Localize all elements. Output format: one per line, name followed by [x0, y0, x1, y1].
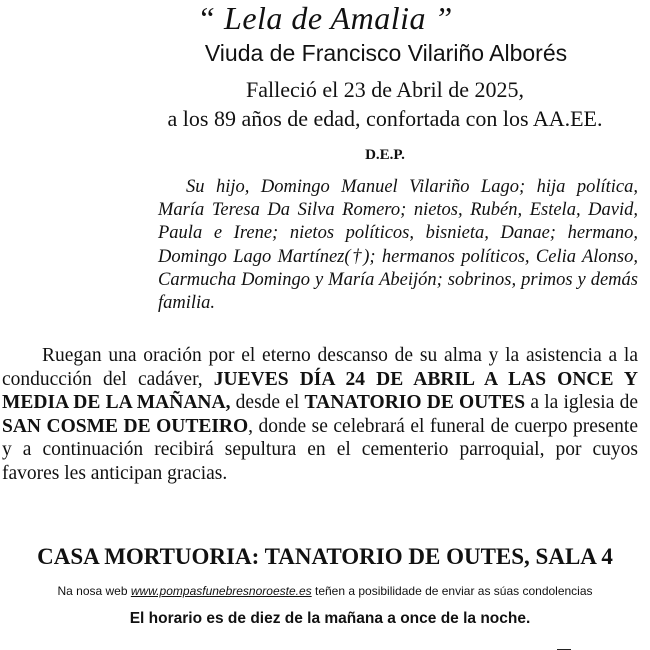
origin-tanatorio: TANATORIO DE OUTES: [304, 392, 526, 413]
widow-of-line: Viuda de Francisco Vilariño Alborés: [204, 40, 568, 66]
prayer-text-1: Ruegan una oración por el eterno descanso de su alma y la asistencia a la conducción del cadáver,: [2, 345, 638, 390]
left-logo-icon: [60, 643, 104, 650]
dep-abbreviation: D.E.P.: [365, 147, 405, 163]
condolences-line: [0, 583, 650, 599]
website-link[interactable]: www.pompasfunebresnoroeste.es: [130, 584, 312, 598]
prayer-text-2: desde el: [230, 392, 305, 413]
funeral-date-time: JUEVES DÍA 24 DE ABRIL A LAS ONCE Y MEDIA DE LA MAÑANA,: [2, 368, 638, 413]
destination-church: SAN COSME DE OUTEIRO: [2, 415, 249, 437]
funeral-home-line: CASA MORTUORIA: TANATORIO DE OUTES, SALA 4: [37, 544, 613, 569]
age-line: a los 89 años de edad, confortada con los AA.EE.: [167, 106, 603, 131]
opening-hours-line: El horario es de diez de la mañana a once de la noche.: [129, 610, 531, 627]
right-logo-icon: [556, 642, 592, 650]
prayer-text-4: , donde se celebrará el funeral de cuerpo presente y a continuación recibirá sepultura en el cementerio parroquial, por cuyos favores les anticipan gracias.: [2, 415, 638, 484]
prayer-paragraph: [2, 344, 638, 485]
death-date-line: Falleció el 23 de Abril de 2025,: [246, 77, 524, 102]
web-suffix: teñen a posibilidade de enviar as súas condolencias: [311, 584, 593, 598]
deceased-nickname: “ Lela de Amalia ”: [197, 0, 453, 36]
prayer-text-3: a la iglesia de: [525, 392, 638, 413]
family-paragraph: Su hijo, Domingo Manuel Vilariño Lago; hija política, María Teresa Da Silva Romero; nietos, Rubén, Estela, David, Paula e Irene; nietos políticos, bisnieta, Danae; hermano, Domingo Lago Martínez(†); hermanos políticos, Celia Alonso, Carmucha Domingo y María Abeijón; sobrinos, primos y demás familia.: [158, 177, 638, 314]
web-prefix: Na nosa web: [57, 584, 131, 598]
